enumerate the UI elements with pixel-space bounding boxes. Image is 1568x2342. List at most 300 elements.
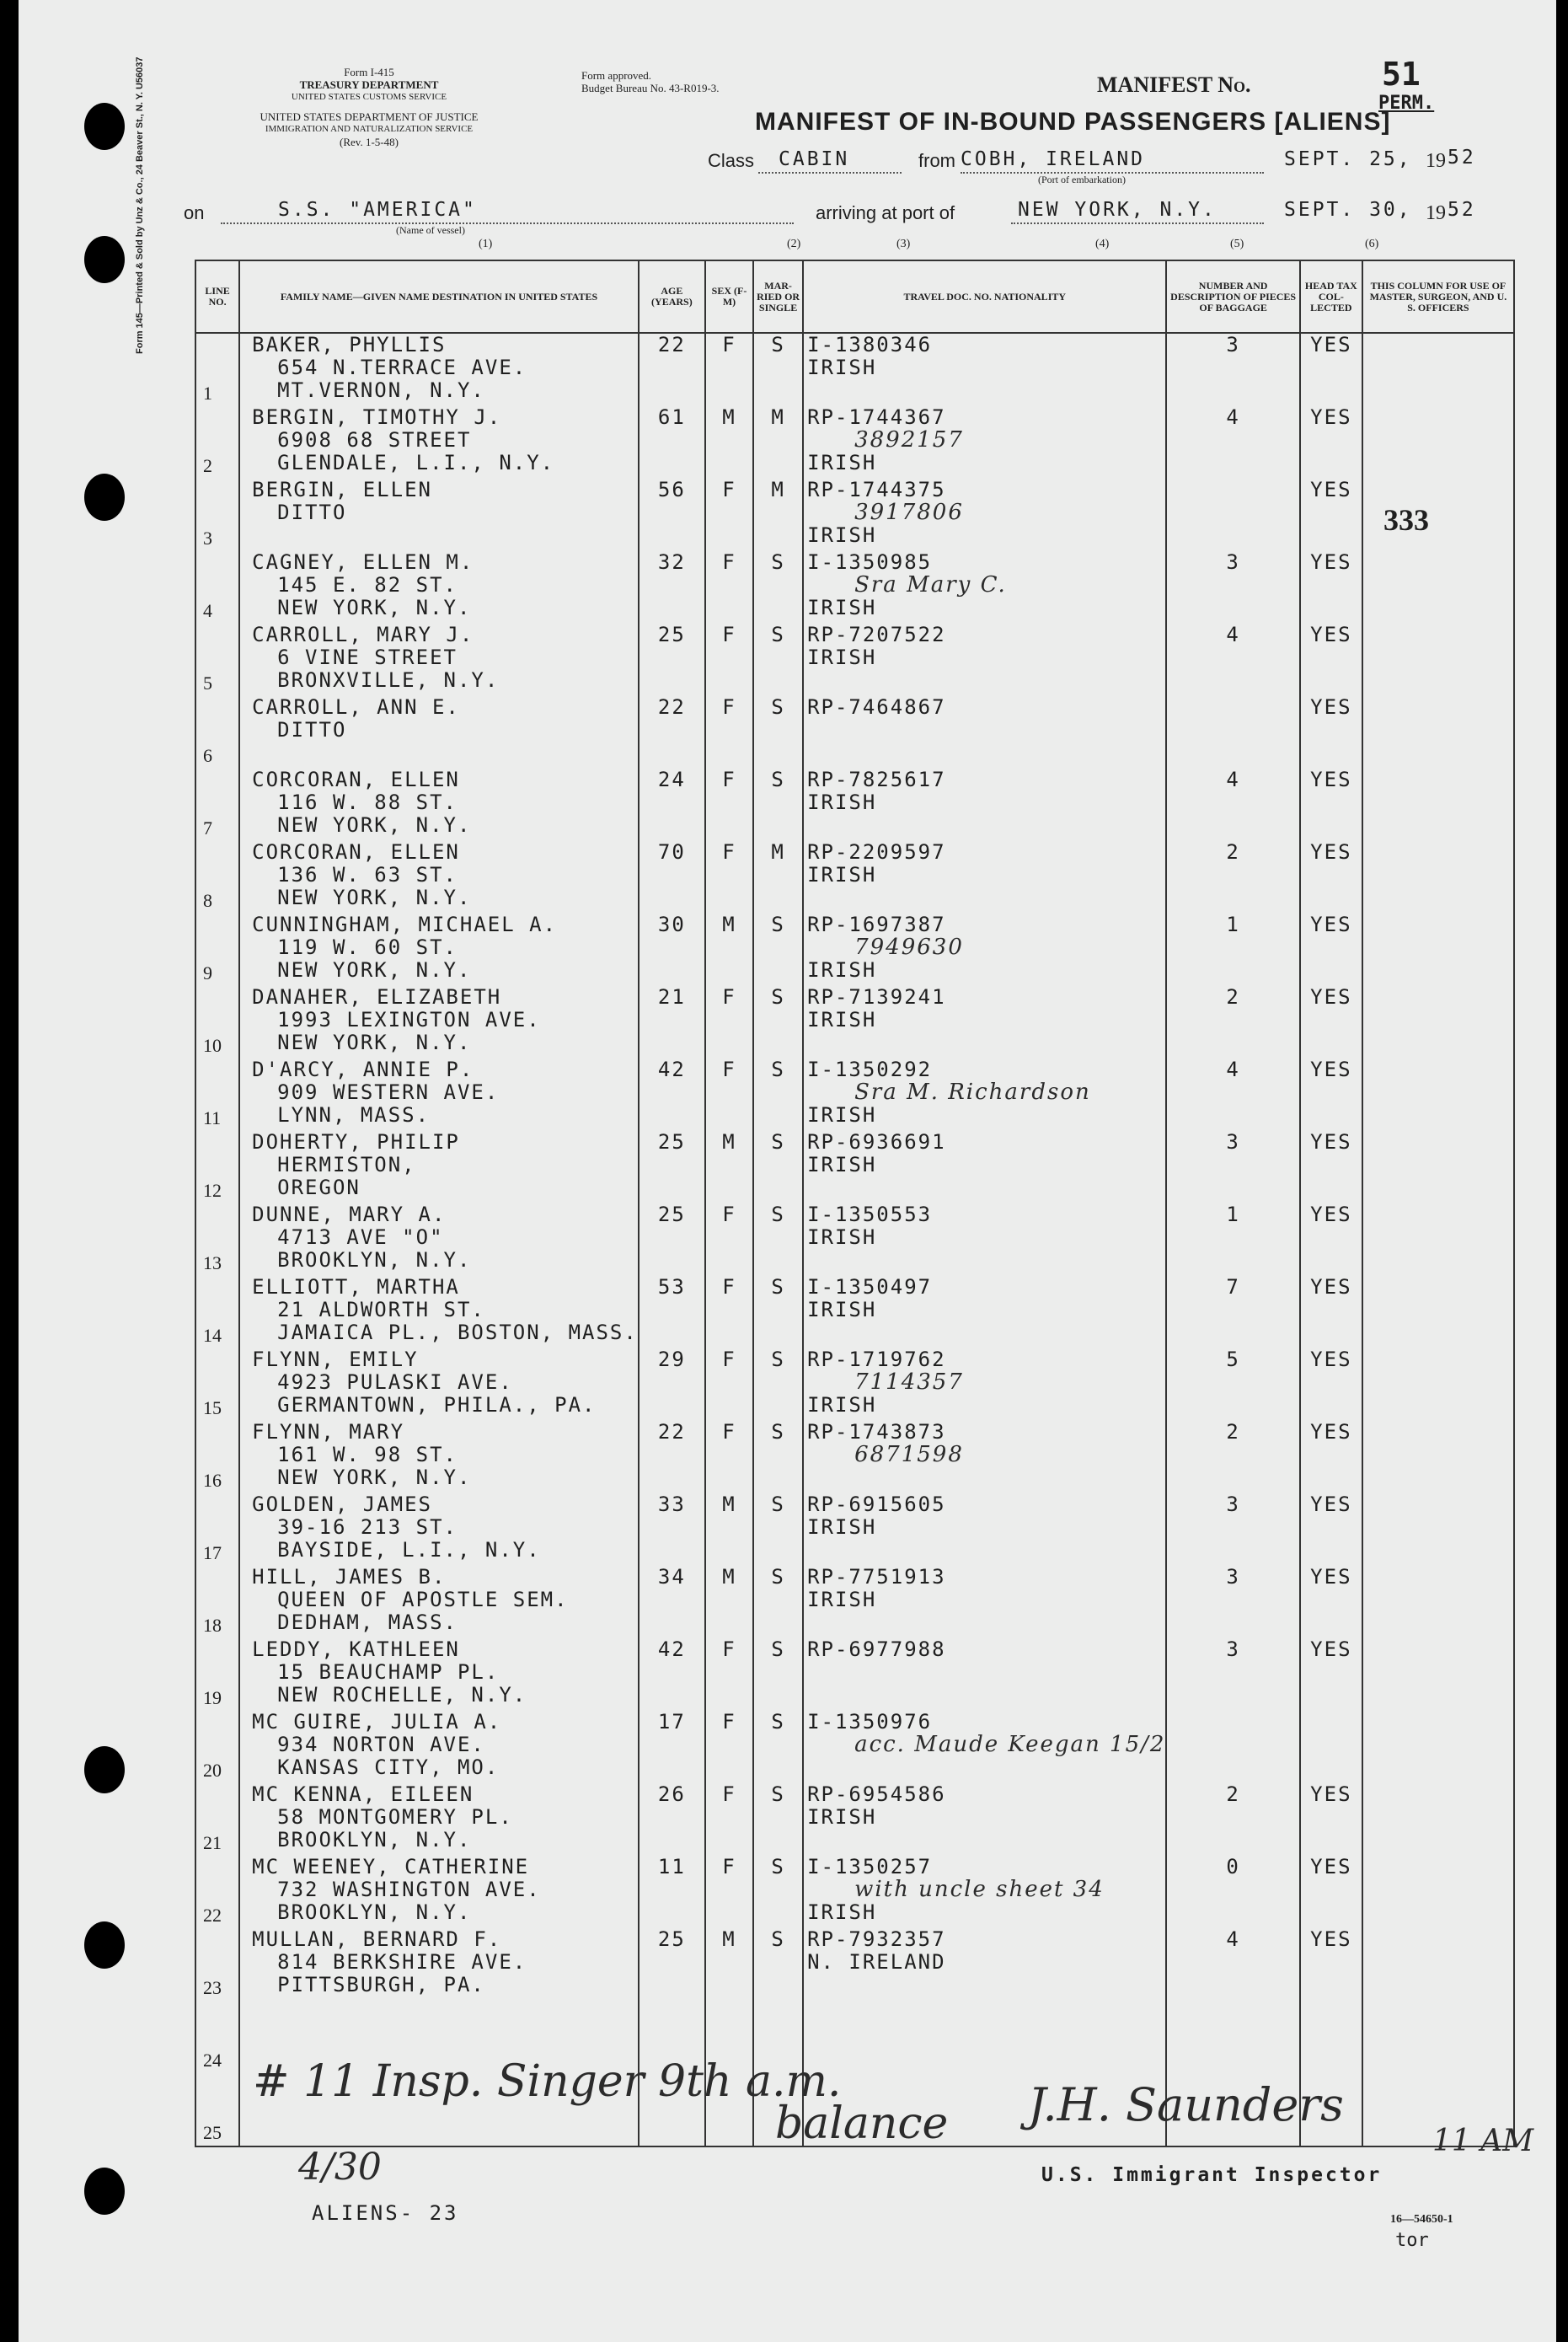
marital-status: M: [771, 478, 785, 501]
marital-status: S: [771, 1927, 785, 1951]
manifest-no-label: MANIFEST No.: [1097, 72, 1251, 97]
travel-doc-cell: [803, 1711, 1166, 1783]
age-value: 11: [657, 1855, 686, 1878]
sex-value: F: [722, 695, 736, 719]
sex-value: M: [722, 913, 736, 936]
sex-value: F: [722, 1348, 736, 1371]
travel-doc-number: RP-6977988: [807, 1637, 946, 1661]
officers-cell: [1362, 1711, 1514, 1783]
head-tax-value: YES: [1310, 405, 1352, 429]
travel-doc-cell: [803, 914, 1166, 986]
col-sex-header: SEX (F-M): [705, 260, 753, 333]
officers-cell: [1362, 1783, 1514, 1856]
officers-cell: [1362, 769, 1514, 841]
punch-hole: [84, 474, 125, 521]
inspector-signature: J.H. Saunders: [1028, 2078, 1344, 2131]
line-number: 1: [203, 383, 212, 404]
handwritten-doc-note: 7114357: [854, 1369, 964, 1395]
baggage-count: 1: [1226, 913, 1240, 936]
marital-status: S: [771, 1637, 785, 1661]
nationality: IRISH: [807, 1900, 877, 1924]
head-tax-cell: [1300, 1638, 1362, 1711]
officers-cell: [1362, 914, 1514, 986]
column-number: (1): [479, 238, 493, 250]
address-line-1: 4923 PULASKI AVE.: [277, 1370, 513, 1394]
table-row: [195, 1928, 1514, 2001]
name-cell: [239, 986, 639, 1058]
head-tax-value: YES: [1310, 478, 1352, 501]
line-number: 23: [203, 1977, 222, 1998]
passenger-name: MC WEENEY, CATHERINE: [252, 1855, 530, 1878]
line-cell: [195, 1421, 239, 1493]
age-value: 61: [657, 405, 686, 429]
age-value: 24: [657, 768, 686, 791]
table-row: [195, 1276, 1514, 1348]
sex-value: F: [722, 333, 736, 356]
line-cell: [195, 1783, 239, 1856]
line-number: 2: [203, 455, 212, 476]
line-cell: [195, 1856, 239, 1928]
line-cell: [195, 1493, 239, 1566]
name-cell: [239, 1058, 639, 1131]
sex-value: F: [722, 768, 736, 791]
married-cell: [753, 986, 803, 1058]
married-cell: [753, 1348, 803, 1421]
col-name-header: FAMILY NAME—GIVEN NAME DESTINATION IN UNITED STATES: [239, 260, 639, 333]
travel-doc-cell: [803, 1493, 1166, 1566]
nationality: IRISH: [807, 958, 877, 982]
age-value: 29: [657, 1348, 686, 1371]
marital-status: S: [771, 1855, 785, 1878]
name-cell: [239, 696, 639, 769]
marital-status: S: [771, 1275, 785, 1299]
married-cell: [753, 1856, 803, 1928]
sex-cell: [705, 1638, 753, 1711]
passenger-name: CARROLL, ANN E.: [252, 695, 460, 719]
address-line-2: KANSAS CITY, MO.: [277, 1755, 500, 1779]
travel-doc-cell: [803, 1348, 1166, 1421]
address-line-1: 21 ALDWORTH ST.: [277, 1298, 485, 1321]
married-cell: [753, 479, 803, 551]
sex-cell: [705, 986, 753, 1058]
column-number: (2): [787, 238, 801, 250]
age-cell: [639, 406, 705, 479]
passenger-name: BERGIN, TIMOTHY J.: [252, 405, 502, 429]
line-number: 3: [203, 528, 212, 549]
baggage-count: 4: [1226, 1927, 1240, 1951]
sex-value: F: [722, 1782, 736, 1806]
marital-status: S: [771, 1203, 785, 1226]
sex-value: M: [722, 1565, 736, 1589]
vessel-name: S.S. "AMERICA": [278, 199, 477, 221]
married-cell: [753, 841, 803, 914]
head-tax-value: YES: [1310, 985, 1352, 1009]
marital-status: S: [771, 1058, 785, 1081]
passenger-name: DOHERTY, PHILIP: [252, 1130, 460, 1154]
married-cell: [753, 624, 803, 696]
class-underline: [758, 172, 902, 174]
handwritten-doc-note: with uncle sheet 34: [854, 1877, 1105, 1902]
officers-cell: [1362, 1638, 1514, 1711]
sex-value: F: [722, 985, 736, 1009]
married-cell: [753, 1566, 803, 1638]
age-value: 33: [657, 1493, 686, 1516]
address-line-1: 6908 68 STREET: [277, 428, 472, 452]
age-cell: [639, 551, 705, 624]
baggage-cell: [1166, 769, 1299, 841]
age-cell: [639, 333, 705, 406]
travel-doc-number: I-1350553: [807, 1203, 933, 1226]
line-number: 7: [203, 817, 212, 839]
sex-cell: [705, 1783, 753, 1856]
sex-value: M: [722, 405, 736, 429]
table-row: [195, 1348, 1514, 1421]
head-tax-cell: [1300, 1276, 1362, 1348]
marital-status: S: [771, 1710, 785, 1734]
address-line-2: DITTO: [277, 501, 347, 524]
age-cell: [639, 1421, 705, 1493]
line-cell: [195, 333, 239, 406]
address-line-1: 58 MONTGOMERY PL.: [277, 1805, 513, 1829]
travel-doc-cell: [803, 2001, 1166, 2073]
head-tax-cell: [1300, 986, 1362, 1058]
name-cell: [239, 1856, 639, 1928]
passenger-name: LEDDY, KATHLEEN: [252, 1637, 460, 1661]
head-tax-cell: [1300, 1421, 1362, 1493]
partial-text: tor: [1395, 2230, 1429, 2251]
nationality: IRISH: [807, 646, 877, 669]
arrival-century: 19: [1426, 202, 1446, 224]
punch-hole: [84, 2168, 125, 2215]
married-cell: [753, 1058, 803, 1131]
baggage-cell: [1166, 333, 1299, 406]
table-row: [195, 1058, 1514, 1131]
baggage-cell: [1166, 696, 1299, 769]
address-line-2: GLENDALE, L.I., N.Y.: [277, 451, 555, 474]
age-value: 17: [657, 1710, 686, 1734]
line-number: 21: [203, 1832, 222, 1853]
baggage-count: 0: [1226, 1855, 1240, 1878]
baggage-cell: [1166, 2001, 1299, 2073]
head-tax-value: YES: [1310, 1203, 1352, 1226]
handwritten-doc-note: 3917806: [854, 500, 964, 525]
married-cell: [753, 769, 803, 841]
travel-doc-cell: [803, 696, 1166, 769]
travel-doc-cell: [803, 406, 1166, 479]
age-value: 22: [657, 1420, 686, 1444]
form-header-left: Form I-415 TREASURY DEPARTMENT UNITED STATES CUSTOMS SERVICE UNITED STATES DEPARTMENT OF JUSTICE IMMIGRATION AND NATURALIZATION SERVICE (Rev. 1-5-48): [260, 66, 479, 148]
from-label: from: [918, 150, 955, 171]
sex-cell: [705, 1276, 753, 1348]
travel-doc-number: RP-7139241: [807, 985, 946, 1009]
married-cell: [753, 406, 803, 479]
address-line-2: NEW YORK, N.Y.: [277, 1031, 472, 1054]
column-number: (3): [896, 238, 911, 250]
age-value: 25: [657, 1927, 686, 1951]
head-tax-value: YES: [1310, 1348, 1352, 1371]
nationality: IRISH: [807, 1588, 877, 1611]
line-cell: [195, 1638, 239, 1711]
officers-cell: [1362, 1276, 1514, 1348]
travel-doc-cell: [803, 1783, 1166, 1856]
head-tax-value: YES: [1310, 333, 1352, 356]
officers-cell: [1362, 696, 1514, 769]
on-label: on: [184, 202, 205, 223]
travel-doc-cell: [803, 841, 1166, 914]
line-cell: [195, 986, 239, 1058]
address-line-1: 814 BERKSHIRE AVE.: [277, 1950, 527, 1974]
handwritten-doc-note: acc. Maude Keegan 15/2: [854, 1732, 1166, 1757]
handwritten-inspection-note: # 11 Insp. Singer 9th a.m.: [253, 2056, 842, 2107]
head-tax-cell: [1300, 624, 1362, 696]
married-cell: [753, 1276, 803, 1348]
age-cell: [639, 914, 705, 986]
baggage-cell: [1166, 1566, 1299, 1638]
passenger-name: GOLDEN, JAMES: [252, 1493, 432, 1516]
marital-status: M: [771, 405, 785, 429]
manifest-number: 51: [1382, 56, 1421, 93]
line-number: 10: [203, 1035, 222, 1056]
baggage-count: 2: [1226, 840, 1240, 864]
handwritten-date: 4/30: [298, 2146, 382, 2189]
sex-value: F: [722, 840, 736, 864]
travel-doc-cell: [803, 1058, 1166, 1131]
travel-doc-number: RP-1719762: [807, 1348, 946, 1371]
age-cell: [639, 1711, 705, 1783]
travel-doc-cell: [803, 986, 1166, 1058]
name-cell: [239, 1783, 639, 1856]
baggage-cell: [1166, 551, 1299, 624]
baggage-cell: [1166, 479, 1299, 551]
travel-doc-number: I-1350976: [807, 1710, 933, 1734]
name-cell: [239, 1711, 639, 1783]
age-cell: [639, 986, 705, 1058]
line-number: 25: [203, 2122, 222, 2143]
class-value: CABIN: [779, 148, 850, 170]
line-number: 24: [203, 2050, 222, 2071]
baggage-cell: [1166, 1348, 1299, 1421]
age-cell: [639, 769, 705, 841]
marital-status: M: [771, 840, 785, 864]
head-tax-cell: [1300, 1131, 1362, 1203]
sex-value: F: [722, 1420, 736, 1444]
name-cell: [239, 841, 639, 914]
age-cell: [639, 1566, 705, 1638]
address-line-2: NEW YORK, N.Y.: [277, 1466, 472, 1489]
sex-cell: [705, 1928, 753, 2001]
age-value: 30: [657, 913, 686, 936]
name-cell: [239, 479, 639, 551]
travel-doc-cell: [803, 1131, 1166, 1203]
sex-cell: [705, 1348, 753, 1421]
travel-doc-number: RP-7751913: [807, 1565, 946, 1589]
passenger-name: HILL, JAMES B.: [252, 1565, 447, 1589]
head-tax-value: YES: [1310, 1927, 1352, 1951]
travel-doc-number: I-1350985: [807, 550, 933, 574]
passenger-name: D'ARCY, ANNIE P.: [252, 1058, 474, 1081]
sex-value: F: [722, 550, 736, 574]
baggage-count: 4: [1226, 623, 1240, 646]
travel-doc-cell: [803, 1856, 1166, 1928]
married-cell: [753, 333, 803, 406]
aliens-count: ALIENS- 23: [312, 2201, 459, 2225]
nationality: IRISH: [807, 1393, 877, 1417]
scan-border-left: [0, 0, 19, 2342]
baggage-count: 4: [1226, 768, 1240, 791]
married-cell: [753, 696, 803, 769]
address-line-1: 39-16 213 ST.: [277, 1515, 458, 1539]
address-line-2: DITTO: [277, 718, 347, 742]
address-line-2: NEW YORK, N.Y.: [277, 886, 472, 909]
table-row: [195, 1131, 1514, 1203]
head-tax-value: YES: [1310, 913, 1352, 936]
age-cell: [639, 1638, 705, 1711]
marital-status: S: [771, 1493, 785, 1516]
marital-status: S: [771, 1348, 785, 1371]
head-tax-value: YES: [1310, 768, 1352, 791]
baggage-cell: [1166, 1638, 1299, 1711]
col-travel-doc-header: TRAVEL DOC. NO. NATIONALITY: [803, 260, 1166, 333]
handwritten-doc-note: Sra M. Richardson: [854, 1080, 1091, 1105]
baggage-cell: [1166, 1711, 1299, 1783]
arrival-year: 52: [1448, 199, 1476, 221]
head-tax-value: YES: [1310, 623, 1352, 646]
passenger-name: ELLIOTT, MARTHA: [252, 1275, 460, 1299]
married-cell: [753, 1638, 803, 1711]
baggage-count: 1: [1226, 1203, 1240, 1226]
table-row: [195, 696, 1514, 769]
address-line-2: DEDHAM, MASS.: [277, 1610, 458, 1634]
head-tax-cell: [1300, 1203, 1362, 1276]
officers-cell: [1362, 1203, 1514, 1276]
head-tax-value: YES: [1310, 1565, 1352, 1589]
marital-status: S: [771, 695, 785, 719]
nationality: IRISH: [807, 1805, 877, 1829]
col-officers-header: THIS COLUMN FOR USE OF MASTER, SURGEON, AND U. S. OFFICERS: [1362, 260, 1514, 333]
address-line-2: NEW YORK, N.Y.: [277, 596, 472, 619]
table-row: [195, 914, 1514, 986]
line-number: 4: [203, 600, 212, 621]
scan-border-right: [1556, 0, 1568, 2342]
baggage-count: 4: [1226, 405, 1240, 429]
married-cell: [753, 1421, 803, 1493]
sex-value: F: [722, 1275, 736, 1299]
head-tax-cell: [1300, 406, 1362, 479]
age-cell: [639, 1131, 705, 1203]
address-line-2: JAMAICA PL., BOSTON, MASS.: [277, 1321, 638, 1344]
column-number: (4): [1095, 238, 1110, 250]
line-cell: [195, 479, 239, 551]
arrival-port: NEW YORK, N.Y.: [1018, 199, 1217, 221]
name-cell: [239, 1203, 639, 1276]
table-row: [195, 479, 1514, 551]
baggage-count: 3: [1226, 1637, 1240, 1661]
travel-doc-number: RP-1697387: [807, 913, 946, 936]
officers-cell: [1362, 1856, 1514, 1928]
nationality: IRISH: [807, 1153, 877, 1176]
address-line-1: 136 W. 63 ST.: [277, 863, 458, 887]
address-line-1: 732 WASHINGTON AVE.: [277, 1878, 541, 1901]
address-line-1: 4713 AVE "O": [277, 1225, 444, 1249]
travel-doc-number: RP-1744367: [807, 405, 946, 429]
port-underline: [1011, 222, 1264, 224]
page-title: MANIFEST OF IN-BOUND PASSENGERS [ALIENS]: [755, 108, 1391, 136]
married-cell: [753, 1783, 803, 1856]
head-tax-cell: [1300, 551, 1362, 624]
handwritten-balance: balance: [775, 2098, 949, 2149]
officers-cell: [1362, 986, 1514, 1058]
travel-doc-cell: [803, 551, 1166, 624]
sex-value: F: [722, 1710, 736, 1734]
table-row: [195, 1711, 1514, 1783]
address-line-2: NEW ROCHELLE, N.Y.: [277, 1683, 527, 1707]
age-cell: [639, 1783, 705, 1856]
baggage-cell: [1166, 986, 1299, 1058]
vessel-underline: [221, 222, 794, 224]
line-cell: [195, 2073, 239, 2146]
sex-cell: [705, 696, 753, 769]
side-printer-note: Form 145—Printed & Sold by Unz & Co., 24 Beaver St., N. Y. U56037: [135, 56, 145, 354]
travel-doc-number: RP-6915605: [807, 1493, 946, 1516]
age-cell: [639, 1493, 705, 1566]
nationality: IRISH: [807, 1225, 877, 1249]
passenger-name: CARROLL, MARY J.: [252, 623, 474, 646]
line-cell: [195, 1711, 239, 1783]
line-cell: [195, 696, 239, 769]
address-line-2: NEW YORK, N.Y.: [277, 958, 472, 982]
table-row: [195, 1783, 1514, 1856]
perm-mark: PERM.: [1378, 93, 1435, 114]
sex-value: F: [722, 623, 736, 646]
sex-cell: [705, 1131, 753, 1203]
name-cell: [239, 1421, 639, 1493]
sex-cell: [705, 1058, 753, 1131]
married-cell: [753, 1131, 803, 1203]
passenger-name: MULLAN, BERNARD F.: [252, 1927, 502, 1951]
punch-hole: [84, 1746, 125, 1793]
nationality: IRISH: [807, 1008, 877, 1032]
travel-doc-cell: [803, 1928, 1166, 2001]
line-cell: [195, 841, 239, 914]
handwritten-doc-note: 7949630: [854, 935, 964, 960]
handwritten-doc-note: Sra Mary C.: [854, 572, 1007, 598]
address-line-2: BROOKLYN, N.Y.: [277, 1248, 472, 1272]
address-line-2: OREGON: [277, 1176, 361, 1199]
port-caption: (Port of embarkation): [1038, 174, 1126, 185]
table-row: [195, 406, 1514, 479]
name-cell: [239, 333, 639, 406]
age-cell: [639, 1203, 705, 1276]
handwritten-doc-note: 6871598: [854, 1442, 964, 1467]
head-tax-cell: [1300, 1058, 1362, 1131]
sex-value: M: [722, 1493, 736, 1516]
table-row: [195, 1493, 1514, 1566]
arriving-label: arriving at port of: [816, 202, 955, 223]
travel-doc-number: RP-1743873: [807, 1420, 946, 1444]
name-cell: [239, 406, 639, 479]
sex-value: F: [722, 1203, 736, 1226]
baggage-cell: [1166, 1783, 1299, 1856]
travel-doc-cell: [803, 1421, 1166, 1493]
line-number: 14: [203, 1325, 222, 1346]
officers-cell: [1362, 551, 1514, 624]
address-line-1: 145 E. 82 ST.: [277, 573, 458, 597]
address-line-1: 654 N.TERRACE AVE.: [277, 356, 527, 379]
sex-cell: [705, 1493, 753, 1566]
inspector-title: U.S. Immigrant Inspector: [1041, 2164, 1383, 2186]
table-row: [195, 1856, 1514, 1928]
name-cell: [239, 1493, 639, 1566]
